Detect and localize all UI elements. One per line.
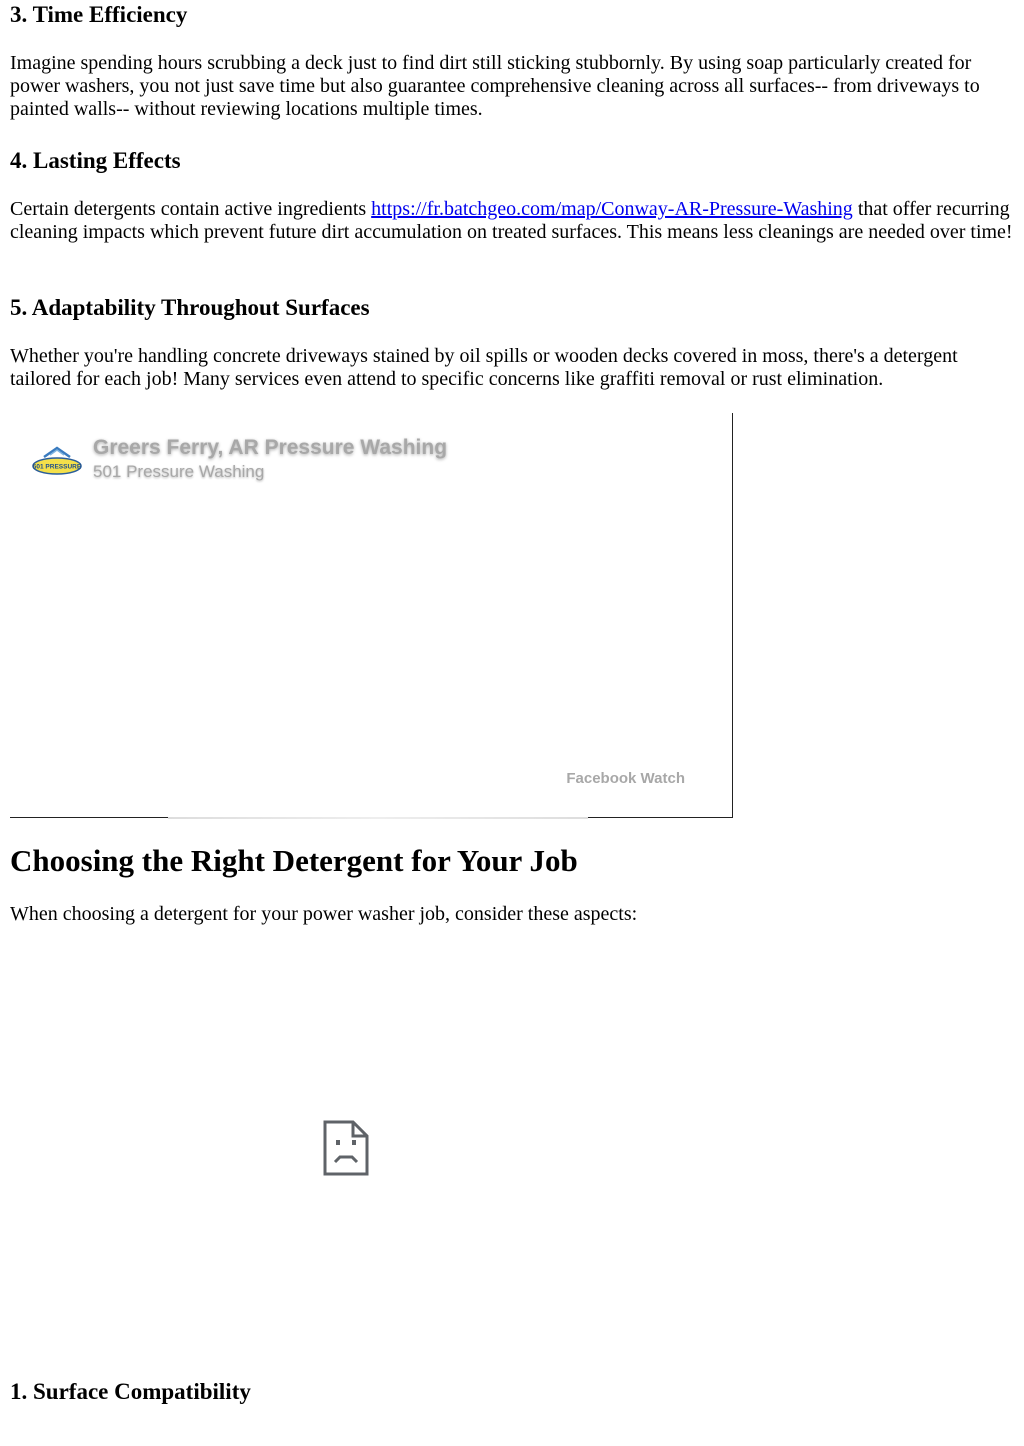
logo-text: 501 PRESSURE: [32, 463, 82, 471]
paragraph-adaptability: Whether you're handling concrete driveways stained by oil spills or wooden decks covered in moss, there's a detergent tailored for each job! Many services even attend to specific concerns like graffiti removal or rust elimination.: [10, 345, 958, 390]
video-channel-name[interactable]: 501 Pressure Washing: [93, 462, 265, 481]
paragraph-lasting-effects: [10, 198, 1014, 244]
channel-logo-icon[interactable]: [30, 443, 84, 477]
paragraph-choosing-intro: When choosing a detergent for your power washer job, consider these aspects:: [10, 903, 638, 925]
video-title[interactable]: Greers Ferry, AR Pressure Washing: [93, 436, 448, 459]
lasting-text-before: Certain detergents contain active ingredients: [10, 198, 372, 220]
heading-surface-compatibility: 1. Surface Compatibility: [10, 1379, 251, 1404]
lasting-text-after: that offer recurring cleaning impacts which prevent future dirt accumulation on treated surfaces. This means less cleanings are needed over time!: [10, 198, 1013, 243]
heading-time-efficiency: 3. Time Efficiency: [10, 2, 188, 27]
broken-image-icon: [323, 1120, 369, 1176]
batchgeo-link[interactable]: https://fr.batchgeo.com/map/Conway-AR-Pressure-Washing: [371, 198, 853, 220]
heading-adaptability: 5. Adaptability Throughout Surfaces: [10, 295, 370, 320]
facebook-watch-link[interactable]: Facebook Watch: [566, 770, 685, 787]
heading-choosing-detergent: Choosing the Right Detergent for Your Job: [10, 843, 578, 878]
facebook-video-embed[interactable]: [10, 413, 733, 818]
video-progress-bar[interactable]: [168, 817, 588, 819]
paragraph-time-efficiency: Imagine spending hours scrubbing a deck just to find dirt still sticking stubbornly. By using soap particularly created for power washers, you not just save time but also guarantee comprehensive cleaning across all surfaces-- from driveways to painted walls-- without reviewing locations multiple times.: [10, 52, 980, 120]
heading-lasting-effects: 4. Lasting Effects: [10, 148, 181, 173]
